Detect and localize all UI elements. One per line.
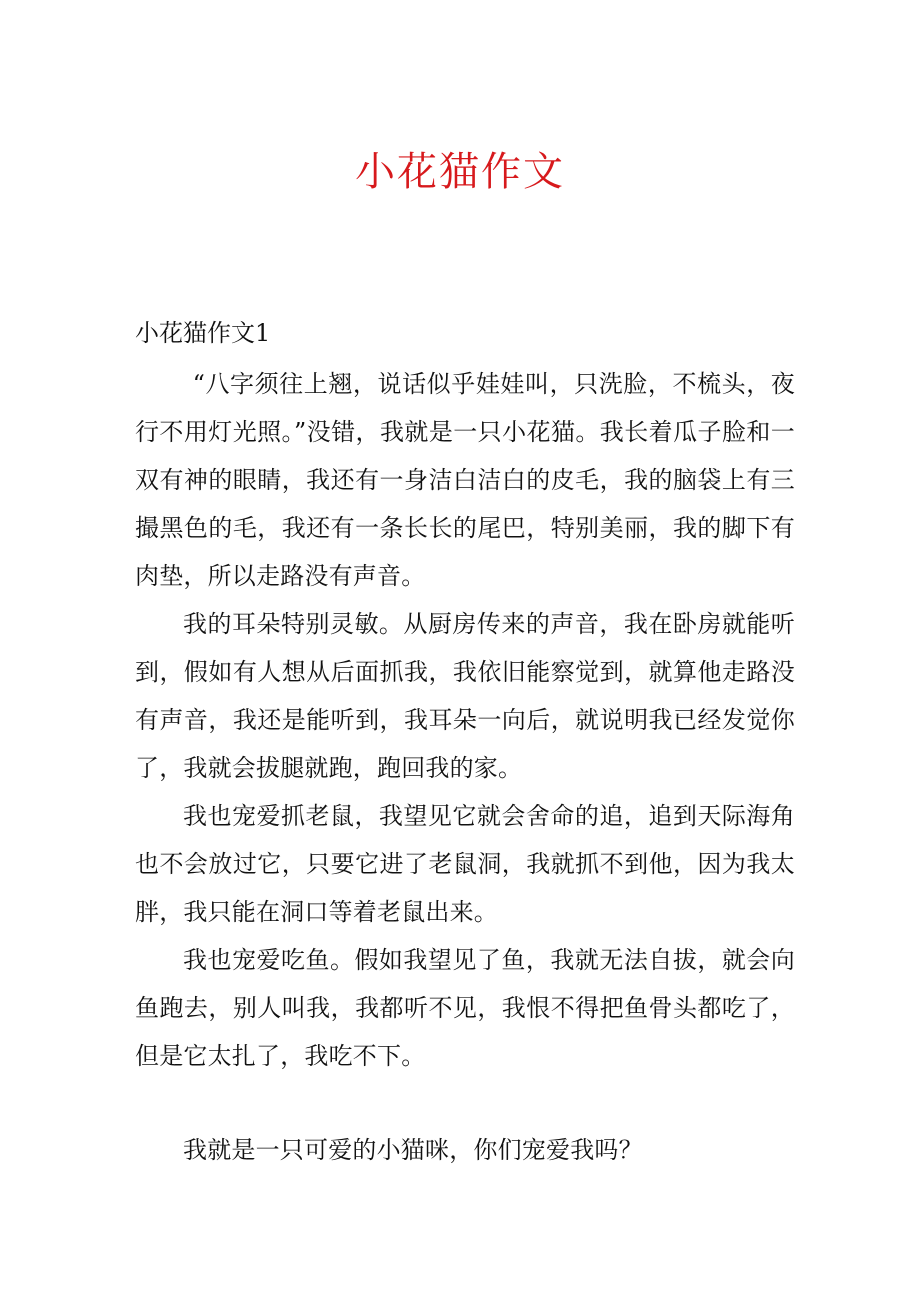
closing-paragraph: 我就是一只可爱的小猫咪，你们宠爱我吗？ xyxy=(183,1136,643,1164)
paragraph-3: 我也宠爱抓老鼠，我望见它就会舍命的追，追到天际海角也不会放过它，只要它进了老鼠洞，我就抓不到他，因为我太胖，我只能在洞口等着老鼠出来。 xyxy=(135,802,795,926)
section-heading: 小花猫作文1 xyxy=(135,319,271,347)
paragraph-4: 我也宠爱吃鱼。假如我望见了鱼，我就无法自拔，就会向鱼跑去，别人叫我，我都听不见，我恨不得把鱼骨头都吃了，但是它太扎了，我吃不下。 xyxy=(135,946,795,1070)
document-body xyxy=(135,314,795,1174)
document-title: 小花猫作文 xyxy=(355,149,565,195)
paragraph-1: “八字须往上翘，说话似乎娃娃叫，只洗脸，不梳头，夜行不用灯光照。”没错，我就是一只小花猫。我长着瓜子脸和一双有神的眼睛，我还有一身洁白洁白的皮毛，我的脑袋上有三撮黑色的毛，我还有一条长长的尾巴，特别美丽，我的脚下有肉垫，所以走路没有声音。 xyxy=(135,370,795,590)
paragraph-2: 我的耳朵特别灵敏。从厨房传来的声音，我在卧房就能听到，假如有人想从后面抓我，我依旧能察觉到，就算他走路没有声音，我还是能听到，我耳朵一向后，就说明我已经发觉你了，我就会拔腿就跑，跑回我的家。 xyxy=(135,610,795,782)
